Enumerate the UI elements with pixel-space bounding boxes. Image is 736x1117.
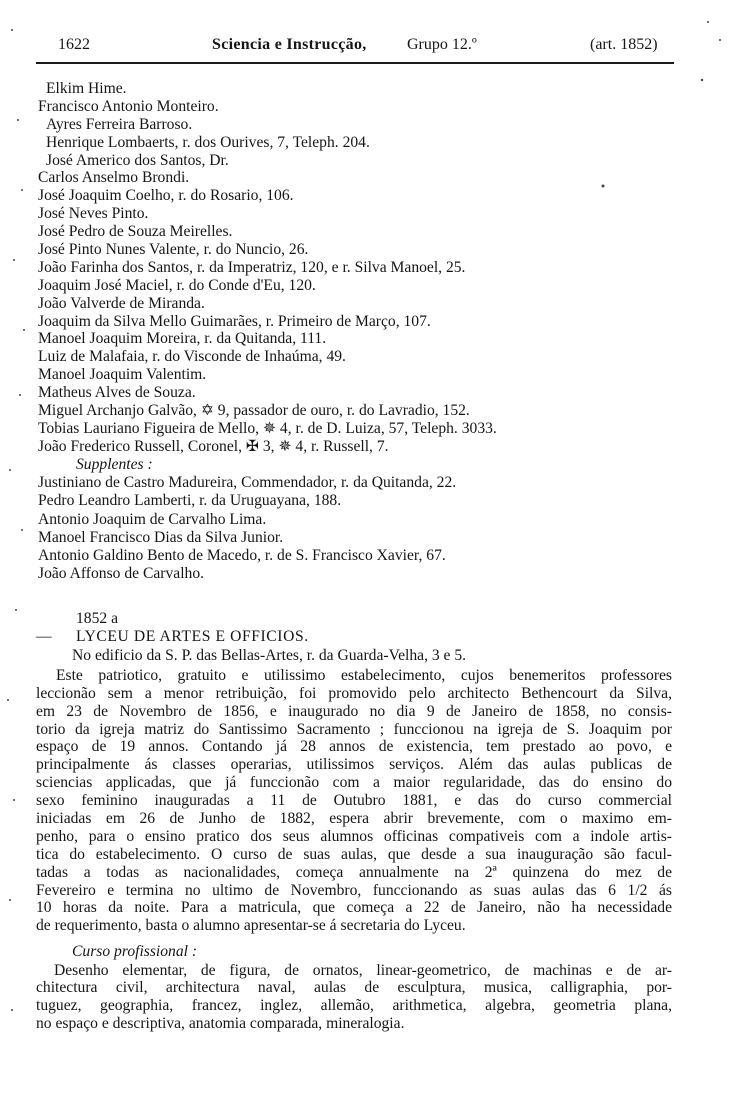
supplentes-label: Supplentes : bbox=[76, 456, 153, 473]
paragraph-line: leccionão sem a menor retribuição, foi promovido pelo architecto Bethencourt da Silva, bbox=[36, 684, 672, 702]
article-ref: (art. 1852) bbox=[590, 36, 658, 53]
list-item: José Neves Pinto. bbox=[38, 205, 149, 223]
paragraph-line: principalmente ás classes operarias, utilissimos serviços. Além das aulas publicas de bbox=[36, 756, 672, 774]
list-item: João Valverde de Miranda. bbox=[38, 294, 205, 312]
course-label: Curso profissional : bbox=[72, 943, 198, 961]
list-item: Justiniano de Castro Madureira, Commendador, r. da Quitanda, 22. bbox=[38, 474, 457, 492]
list-item: Tobias Lauriano Figueira de Mello, ✵ 4, r. de D. Luiza, 57, Teleph. 3033. bbox=[38, 419, 497, 437]
list-item: José Joaquim Coelho, r. do Rosario, 106. bbox=[38, 187, 294, 205]
list-item: Joaquim da Silva Mello Guimarães, r. Primeiro de Março, 107. bbox=[38, 312, 431, 330]
paragraph-line: Fevereiro e termina no ultimo de Novembro, funccionando as suas aulas das 6 1/2 ás bbox=[36, 881, 672, 899]
list-item: Antonio Joaquim de Carvalho Lima. bbox=[38, 510, 267, 528]
list-item: Manoel Francisco Dias da Silva Junior. bbox=[38, 528, 284, 546]
list-item: Henrique Lombaerts, r. dos Ourives, 7, Teleph. 204. bbox=[46, 133, 370, 151]
paragraph-line: de requerimento, basta o alumno apresentar-se á secretaria do Lyceu. bbox=[36, 917, 466, 935]
list-item: Pedro Leandro Lamberti, r. da Uruguayana, 188. bbox=[38, 492, 342, 510]
paragraph-line: sciencias applicadas, que já funccionão com a maior regularidade, das do ensino do bbox=[36, 774, 672, 792]
list-item: Luiz de Malafaia, r. do Visconde de Inhaúma, 49. bbox=[38, 348, 346, 366]
section-location: No edificio da S. P. das Bellas-Artes, r. da Guarda-Velha, 3 e 5. bbox=[72, 646, 467, 664]
section-title: LYCEU DE ARTES E OFFICIOS. bbox=[76, 628, 309, 646]
paragraph-line: torio da igreja matriz do Santissimo Sacramento ; funccionou na igreja de S. Joaquim por bbox=[36, 720, 672, 738]
list-item: José Americo dos Santos, Dr. bbox=[46, 151, 229, 169]
list-item: Francisco Antonio Monteiro. bbox=[38, 97, 219, 115]
section-dash: — bbox=[36, 628, 52, 646]
paragraph-line: iniciadas em 26 de Junho de 1882, espera abrir brevemente, com o maximo em- bbox=[36, 810, 672, 828]
list-item: Ayres Ferreira Barroso. bbox=[46, 115, 193, 133]
paragraph-line: 10 horas da noite. Para a matricula, que começa a 22 de Janeiro, não ha necessidade bbox=[36, 899, 672, 917]
section-number: 1852 a bbox=[76, 610, 119, 627]
list-item: João Affonso de Carvalho. bbox=[38, 565, 205, 583]
list-item: Manoel Joaquim Valentim. bbox=[38, 366, 207, 384]
list-item: Joaquim José Maciel, r. do Conde d'Eu, 120. bbox=[38, 276, 316, 294]
list-item: Miguel Archanjo Galvão, ✡ 9, passador de ouro, r. do Lavradio, 152. bbox=[38, 402, 470, 420]
group-label: Grupo 12.º bbox=[407, 36, 477, 53]
page-number: 1622 bbox=[58, 36, 90, 53]
list-item: José Pedro de Souza Meirelles. bbox=[38, 223, 233, 241]
running-title: Sciencia e Instrucção, bbox=[212, 36, 367, 53]
paragraph-line: tadas a todas as nacionalidades, começa annualmente na 2ª quinzena do mez de bbox=[36, 863, 672, 881]
list-item: Antonio Galdino Bento de Macedo, r. de S. Francisco Xavier, 67. bbox=[38, 546, 446, 564]
paragraph-line: no espaço e descriptiva, anatomia comparada, mineralogia. bbox=[36, 1015, 405, 1033]
list-item: Carlos Anselmo Brondi. bbox=[38, 169, 190, 187]
paragraph-line: penho, para o ensino pratico dos seus alumnos officinas compativeis com a indole artis- bbox=[36, 827, 672, 845]
paragraph-line: sexo feminino inauguradas a 11 de Outubro 1881, e das do curso commercial bbox=[36, 792, 672, 810]
paragraph-line: Este patriotico, gratuito e utilissimo estabelecimento, cujos benemeritos professores bbox=[56, 666, 672, 684]
list-item: João Frederico Russell, Coronel, ✠ 3, ✵ 4, r. Russell, 7. bbox=[38, 437, 389, 455]
paragraph-line: chitectura civil, architectura naval, aulas de esculptura, musica, calligraphia, por- bbox=[36, 979, 672, 997]
list-item: Manoel Joaquim Moreira, r. da Quitanda, 111. bbox=[38, 330, 327, 348]
paragraph-line: espaço de 19 annos. Contando já 28 annos de existencia, tem prestado ao povo, e bbox=[36, 738, 672, 756]
paragraph-line: em 23 de Novembro de 1856, e inaugurado no dia 9 de Janeiro de 1858, no consis- bbox=[36, 702, 672, 720]
paragraph-line: tuguez, geographia, francez, inglez, allemão, arithmetica, algebra, geometria plana, bbox=[36, 997, 672, 1015]
list-item: Matheus Alves de Souza. bbox=[38, 384, 196, 402]
paragraph-line: tica do estabelecimento. O curso de suas aulas, que desde a sua inauguração são facul- bbox=[36, 845, 672, 863]
list-item: José Pinto Nunes Valente, r. do Nuncio, 26. bbox=[38, 241, 309, 259]
list-item: Elkim Hime. bbox=[46, 80, 127, 97]
list-item: João Farinha dos Santos, r. da Imperatriz, 120, e r. Silva Manoel, 25. bbox=[38, 258, 466, 276]
paragraph-line: Desenho elementar, de figura, de ornatos, linear-geometrico, de machinas e de ar- bbox=[54, 961, 672, 979]
